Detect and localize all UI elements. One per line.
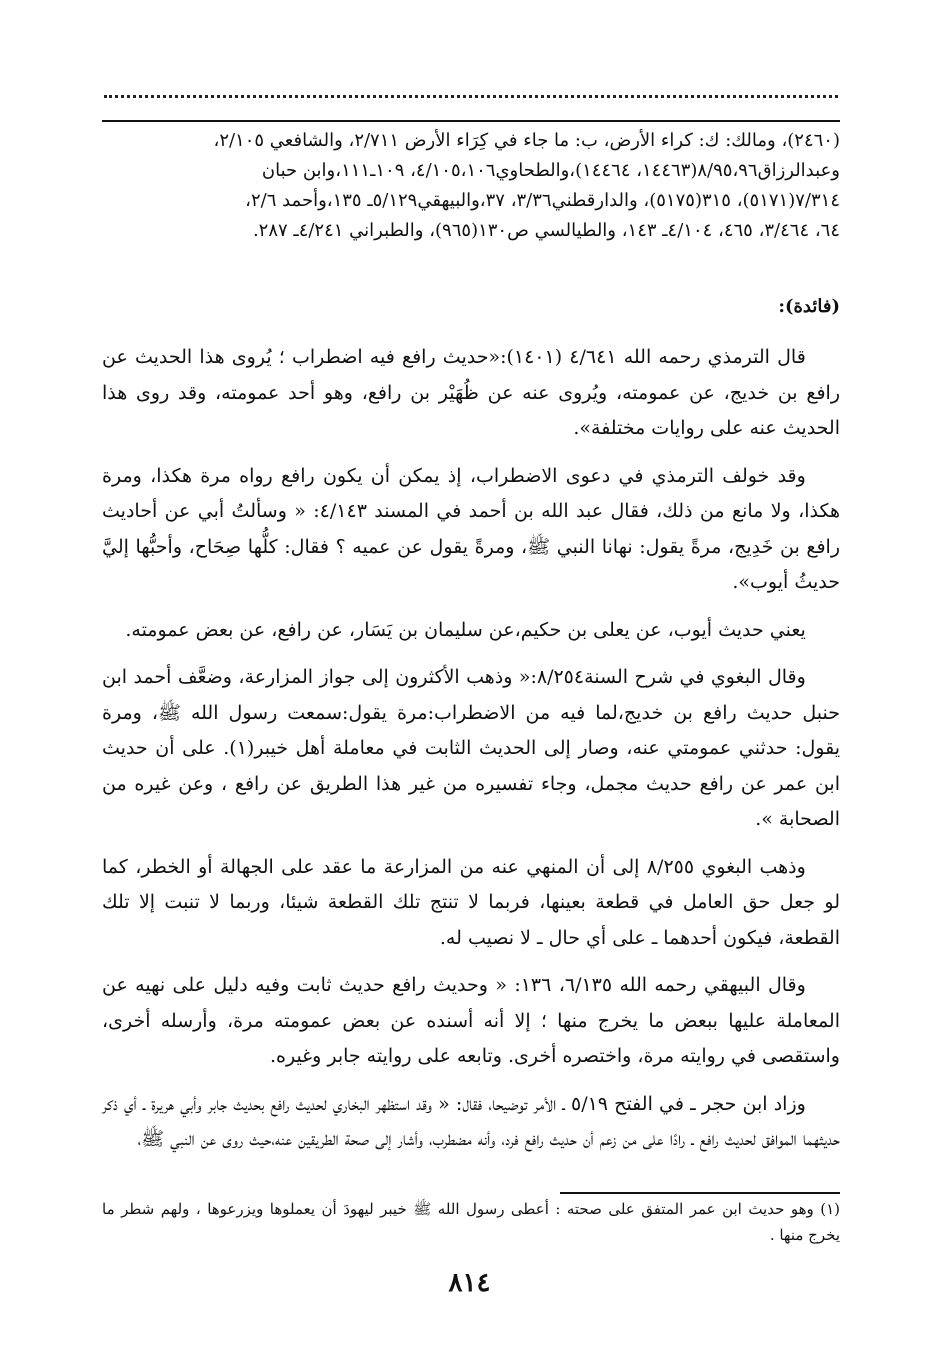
paragraph: وقال البغوي في شرح السنة٨/٢٥٤:« وذهب الأكثرون إلى جواز المزارعة، وضعَّف أحمد ابن حنبل حديث رافع بن خديج،لما فيه من الاضطراب:مرة يقول:سمعت رسول الله ﷺ، ومرة يقول: حدثني عمومتي عنه، وصار إلى الحديث الثابت في معاملة أهل خيبر(١). على أن حديث ابن عمر عن رافع حديث مجمل، وجاء تفسيره من غير هذا الطريق عن رافع ، وعن غيره من الصحابة ». <box>102 666 840 830</box>
paragraph: يعني حديث أيوب، عن يعلى بن حكيم،عن سليمان بن يَسَار، عن رافع، عن بعض عمومته. <box>125 618 806 641</box>
reference-line: وعبدالرزاق٨/٩٥،٩٦(١٤٤٦٣، ١٤٤٦٤)،والطحاوي٤/١٠٥،١٠٦، ١٠٩ـ١١١،وابن حبان <box>261 160 840 181</box>
dotted-separator <box>104 74 838 98</box>
references-block <box>102 126 840 246</box>
reference-line: ٦٤، ٣/٤٦٤، ٤٦٥، ٤/١٠٤ـ ١٤٣، والطيالسي ص١٣٠(٩٦٥)، والطبراني ٤/٢٤١ـ ٢٨٧. <box>252 220 840 241</box>
paragraph: وقال البيهقي رحمه الله ٦/١٣٥، ١٣٦: « وحديث رافع حديث ثابت وفيه دليل على نهيه عن المعاملة عليها ببعض ما يخرج منها ؛ إلا أنه أسنده عن بعض عمومته مرة، وأرسله أخرى، واستقصى في روايته مرة، واختصره أخرى. وتابعه على روايته جابر وغيره. <box>102 974 840 1067</box>
paragraph: وقد خولف الترمذي في دعوى الاضطراب، إذ يمكن أن يكون رافع رواه مرة هكذا، ومرة هكذا، ولا مانع من ذلك، فقال عبد الله بن أحمد في المسند ٤/١٤٣: « وسألتُ أبي عن أحاديث رافع بن خَدِيج، مرةً يقول: نهانا النبي ﷺ، ومرةً يقول عن عميه ؟ فقال: كلُّها صِحَاح، وأحبُّها إليَّ حديثُ أيوب». <box>102 464 840 593</box>
paragraph: قال الترمذي رحمه الله ٤/٦٤١ (١٤٠١):«حديث رافع فيه اضطراب ؛ يُروى هذا الحديث عن رافع بن خديج، عن عمومته، ويُروى عنه عن ظُهَيْر بن رافع، وهو أحد عمومته، وقد روى هذا الحديث عنه على روايات مختلفة». <box>102 346 840 439</box>
paragraph: وذهب البغوي ٨/٢٥٥ إلى أن المنهي عنه من المزارعة ما عقد على الجهالة أو الخطر، كما لو جعل حق العامل في قطعة بعينها، فربما لا تنتج تلك القطعة شيئا، وربما لا تنبت إلا تلك القطعة، فيكون أحدهما ـ على أي حال ـ لا نصيب له. <box>102 855 840 949</box>
paragraph: وزاد ابن حجر ـ في الفتح ٥/١٩ ـ الأمر توضيحا، فقال: « وقد استظهر البخاري لحديث رافع بحديث جابر وأبي هريرة ـ أي ذكر حديثهما الموافق لحديث رافع ـ رادًا على من زعم أن حديث رافع فرد، وأنه مضطرب، وأشار إلى صحة الطريقين عنه،حيث روى عن النبي ﷺ، <box>102 1092 840 1150</box>
footnote-text: (١) وهو حديث ابن عمر المتفق على صحته : أعطى رسول الله ﷺ خيبر ليهودَ أن يعملوها ويزرعوها ، ولهم شطر ما يخرج منها . <box>102 1200 840 1244</box>
footnote <box>102 1196 840 1248</box>
main-text <box>102 340 840 1170</box>
reference-line: ٧/٣١٤(٥١٧١)، ٣١٥(٥١٧٥)، والدارقطني٣/٣٦، ٣٧،والبيهقي٥/١٢٩ـ ١٣٥،وأحمد ٢/٦، <box>245 190 840 211</box>
page-number: ٨١٤ <box>448 1268 491 1298</box>
reference-line: (٢٤٦٠)، ومالك: ك: كراء الأرض، ب: ما جاء في كِرَاء الأرض ٢/٧١١، والشافعي ٢/١٠٥، <box>213 130 840 151</box>
faida-heading: (فائدة): <box>778 296 840 317</box>
footnote-rule <box>560 1192 840 1194</box>
top-rule <box>102 120 840 122</box>
